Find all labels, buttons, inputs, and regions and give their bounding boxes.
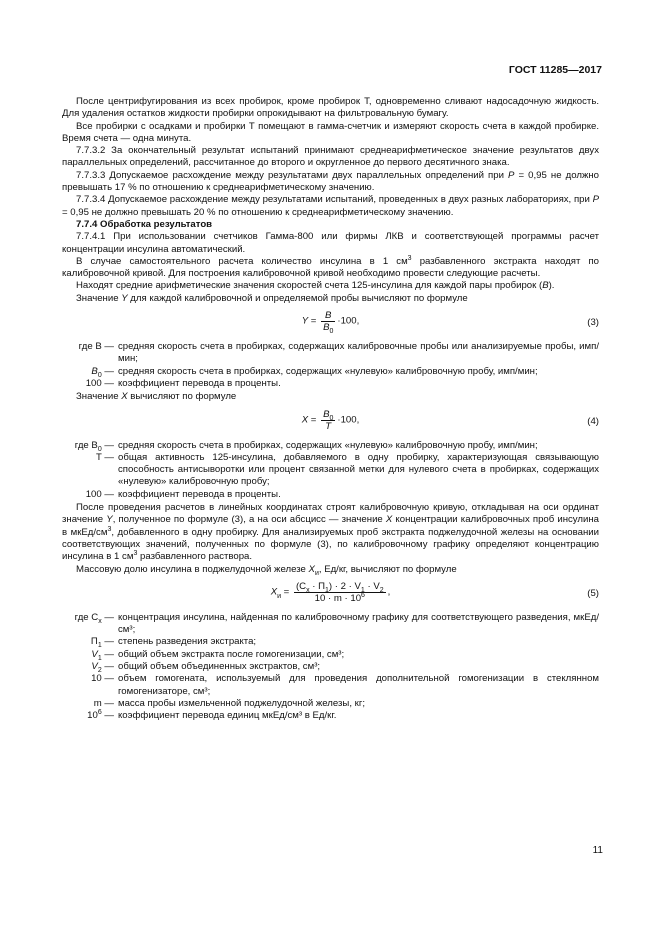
definition-row: $V_1$ — общий объем экстракта после гомогенизации, см³;	[91, 648, 345, 662]
paragraph: Находят средние арифметические значения скоростей счета 125-инсулина для каждой пары пробирок (B).	[76, 280, 555, 292]
paragraph: Значение X вычисляют по формуле	[76, 391, 237, 403]
definition-row: $П_1$ — степень разведения экстракта;	[90, 636, 257, 650]
definitions-5	[62, 612, 599, 723]
paragraph-7-7-3-3: 7.7.3.3 Допускаемое расхождение между результатами двух параллельных определений при P = 0,95 не должно превышать 17 % по отношению к среднеарифметическому значению.	[62, 169, 599, 194]
fraction: $\frac{B_0}{T}$	[323, 408, 334, 432]
definition-row: $B_0$ — средняя скорость счета в пробирках, содержащих «нулевую» калибровочную пробу, имп/мин;	[91, 365, 538, 379]
definition-row: m — масса пробы измельченной поджелудочной железы, кг;	[93, 697, 366, 709]
paragraph: После центрифугирования из всех пробирок, кроме пробирок Т, одновременно сливают надосадочную жидкость. Для удаления остатков жидкости пробирки опрокидывают на фильтровальную бумагу.	[62, 96, 599, 120]
formula-3: Y = $\frac{B}{B_0}$ ·100, (3)	[301, 310, 599, 335]
page-number: 11	[592, 845, 603, 856]
definitions-3	[62, 341, 599, 390]
section-heading-7-7-4: 7.7.4 Обработка результатов	[76, 218, 213, 230]
paragraph: Массовую долю инсулина в поджелудочной железе $X_и$, Ед/кг, вычисляют по формуле	[76, 563, 457, 577]
paragraph: Все пробирки с осадками и пробирки Т помещают в гамма-счетчик и измеряют скорость счета в каждой пробирке. Время счета — одна минута.	[62, 120, 599, 144]
paragraph-7-7-3-4: 7.7.3.4 Допускаемое расхождение между результатами испытаний, проведенных в двух разных лабораториях, при P = 0,95 не должно превышать 20 % по отношению к среднеарифметическому значению.	[62, 194, 599, 218]
equation-number: (3)	[587, 317, 599, 329]
definition-row: $V_2$ — общий объем объединенных экстрактов, см³;	[91, 660, 321, 674]
paragraph: Значение Y для каждой калибровочной и определяемой пробы вычисляют по формуле	[76, 292, 468, 304]
formula-5: $X_и$ = $\frac{(C_x \cdot П_1) \cdot 2 \cdot V_1 \cdot V_2}{10 \cdot m \cdot 10^6}$ , (5)	[270, 580, 599, 604]
definitions-4	[62, 440, 599, 501]
equation-number: (4)	[587, 415, 599, 427]
equation-number: (5)	[587, 587, 599, 599]
document-code: ГОСТ 11285—2017	[508, 64, 602, 76]
definition-row: где B — средняя скорость счета в пробирках, содержащих калибровочные пробы или анализируемые пробы, имп/мин;	[78, 341, 599, 365]
definition-row: где $C_x$ — концентрация инсулина, найденная по калибровочному графику для соответствующего разведения, мкЕд/см³;	[74, 611, 599, 636]
formula-4: X = $\frac{B_0}{T}$ ·100, (4)	[301, 408, 599, 432]
definition-row: T — общая активность 125-инсулина, добавляемого в одну пробирку, характеризующая связывающую способность антисыворотки или процент связанной метки для нулевого счета в пробирках, содержащих «нулевую» калибровочную пробу;	[96, 451, 599, 488]
definition-row: где $B_0$ — средняя скорость счета в пробирках, содержащих «нулевую» калибровочную пробу, имп/мин;	[74, 439, 538, 453]
fraction: $\frac{(C_x \cdot П_1) \cdot 2 \cdot V_1 \cdot V_2}{10 \cdot m \cdot 10^6}$	[295, 580, 384, 604]
definition-row: 100 — коэффициент перевода в проценты.	[85, 488, 281, 500]
paragraph: После проведения расчетов в линейных координатах строят калибровочную кривую, откладывая на оси ординат значение Y, полученное по формуле (3), а на оси абсцисс — значение X концентрации калибровочных проб инсулина в мкЕд/$см^3$, добавленного в одну пробирку. Для анализируемых проб экстракта поджелудочной железы на основании соответствующих значений, полученных по формуле (3), по калибровочному графику определяют концентрацию инсулина в 1 $см^3$ разбавленного раствора.	[62, 502, 599, 563]
paragraph-7-7-3-2: 7.7.3.2 За окончательный результат испытаний принимают среднеарифметическое значение результатов двух параллельных определений, рассчитанное до второго и округленное до первого десятичного знака.	[62, 145, 599, 169]
paragraph-7-7-4-1: 7.7.4.1 При использовании счетчиков Гамма-800 или фирмы ЛКВ и соответствующей программы расчет концентрации инсулина автоматический.	[62, 231, 599, 255]
document-body	[62, 96, 599, 723]
definition-row: 100 — коэффициент перевода в проценты.	[85, 377, 281, 389]
definition-row: $10^6$ — коэффициент перевода единиц мкЕд/см³ в Ед/кг.	[87, 708, 337, 722]
definition-row: 10 — объем гомогената, используемый для проведения дополнительной гомогенизации в стеклянном гомогенизаторе, см³;	[91, 673, 599, 697]
fraction: $\frac{B}{B_0}$	[323, 310, 334, 335]
paragraph: В случае самостоятельного расчета количество инсулина в 1 $см^3$ разбавленного экстракта находят по калибровочной кривой. Для построения калибровочной кривой необходимо провести следующие расчеты.	[62, 254, 600, 280]
